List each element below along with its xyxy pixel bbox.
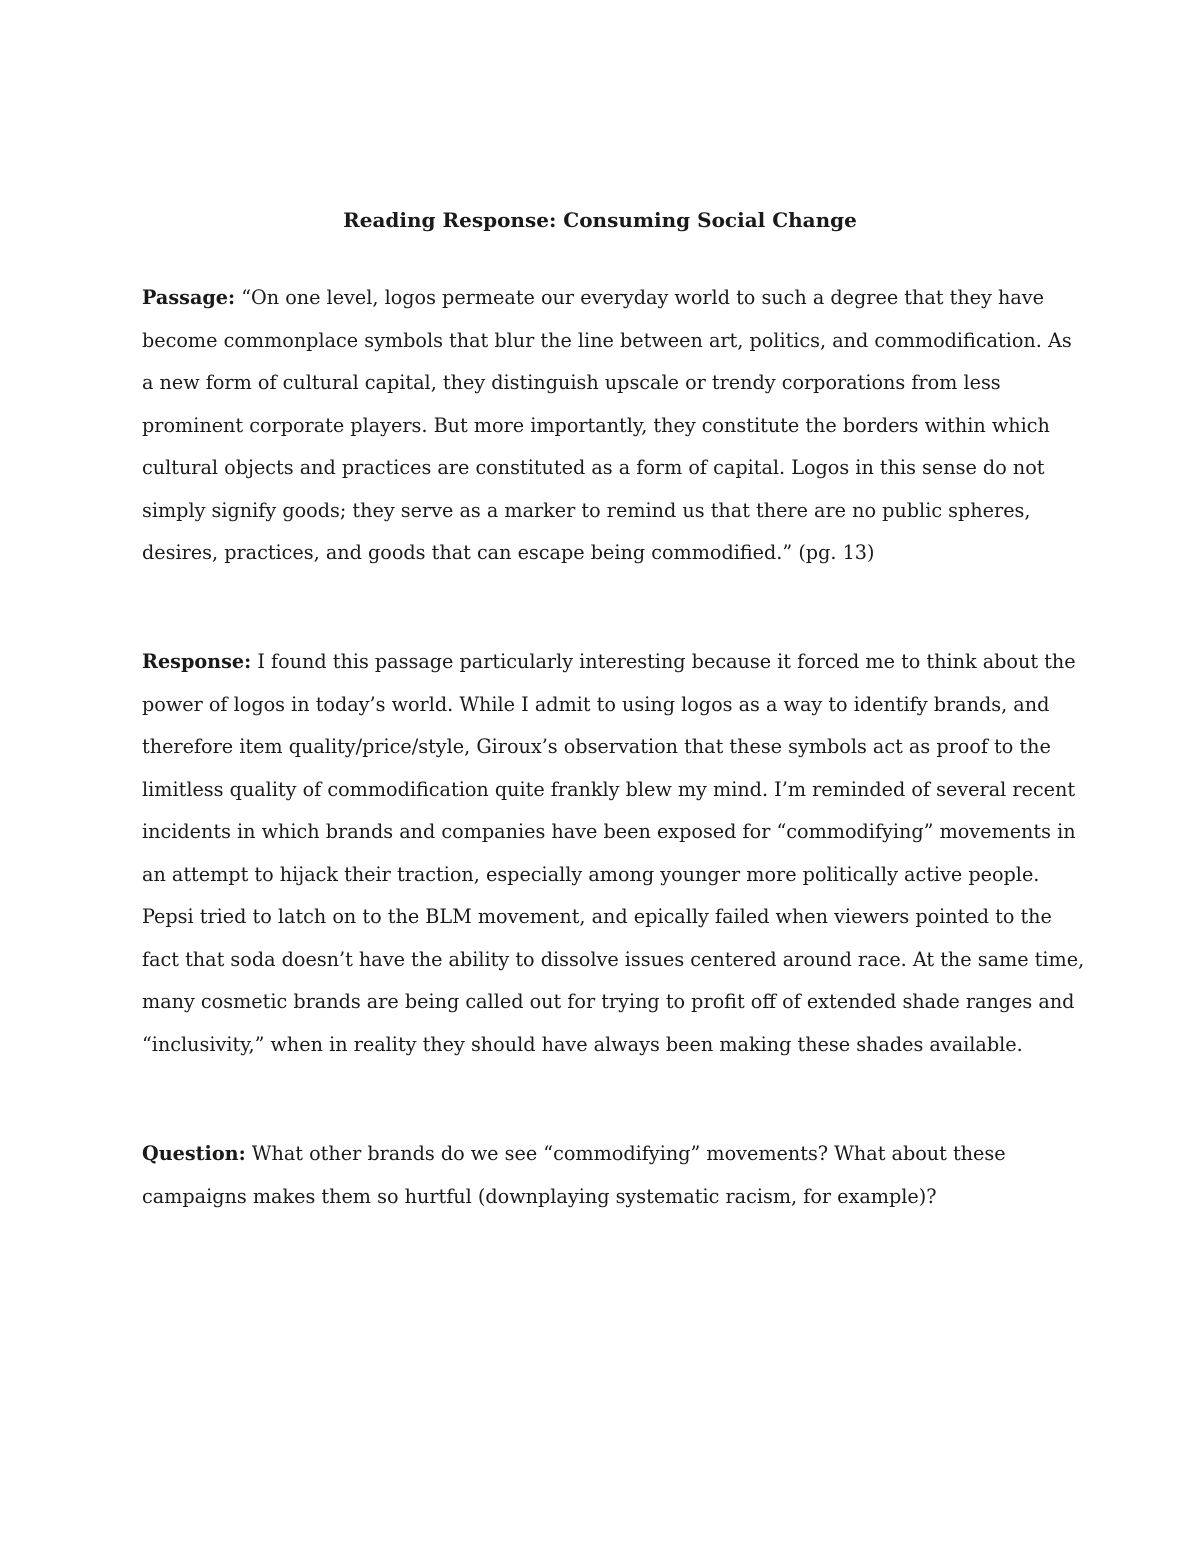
passage-line: desires, practices, and goods that can escape being commodified.” (pg. 13) [142,541,875,564]
response-line: therefore item quality/price/style, Giroux’s observation that these symbols act as proof to the [142,735,1051,758]
response-text: I found this passage particularly interesting because it forced me to think about the [251,650,1076,673]
response-paragraph [142,641,1085,1066]
response-line [142,641,1076,684]
question-line [142,1133,1072,1176]
passage-line: a new form of cultural capital, they distinguish upscale or trendy corporations from less [142,371,1001,394]
passage-line: simply signify goods; they serve as a marker to remind us that there are no public spheres, [142,498,1031,522]
response-line: fact that soda doesn’t have the ability to dissolve issues centered around race. At the same time, [142,947,1085,971]
passage-line: prominent corporate players. But more importantly, they constitute the borders within which [142,413,1050,437]
passage-text: “On one level, logos permeate our everyday world to such a degree that they have [235,286,1044,309]
question-text: What other brands do we see “commodifying” movements? What about these [245,1142,1006,1165]
passage-label: Passage: [142,286,236,309]
response-label: Response: [142,650,252,673]
passage-line: become commonplace symbols that blur the line between art, politics, and commodification. As [142,328,1072,352]
passage-line: cultural objects and practices are constituted as a form of capital. Logos in this sense do not [142,456,1045,479]
question-line: campaigns makes them so hurtful (downplaying systematic racism, for example)? [142,1184,937,1208]
response-line: Pepsi tried to latch on to the BLM movement, and epically failed when viewers pointed to the [142,905,1052,928]
response-line: incidents in which brands and companies have been exposed for “commodifying” movements in [142,820,1076,843]
response-line: “inclusivity,” when in reality they should have always been making these shades available. [142,1032,1023,1056]
passage-line [142,277,1072,320]
page-title: Reading Response: Consuming Social Change [343,208,857,232]
response-line: power of logos in today’s world. While I admit to using logos as a way to identify brands, and [142,692,1050,716]
response-line: many cosmetic brands are being called out for trying to profit off of extended shade ranges and [142,990,1075,1013]
response-line: an attempt to hijack their traction, especially among younger more politically active people. [142,862,1040,886]
response-line: limitless quality of commodification quite frankly blew my mind. I’m reminded of several recent [142,777,1076,801]
question-paragraph [142,1133,1072,1218]
passage-paragraph [142,277,1072,575]
question-label: Question: [142,1142,246,1165]
